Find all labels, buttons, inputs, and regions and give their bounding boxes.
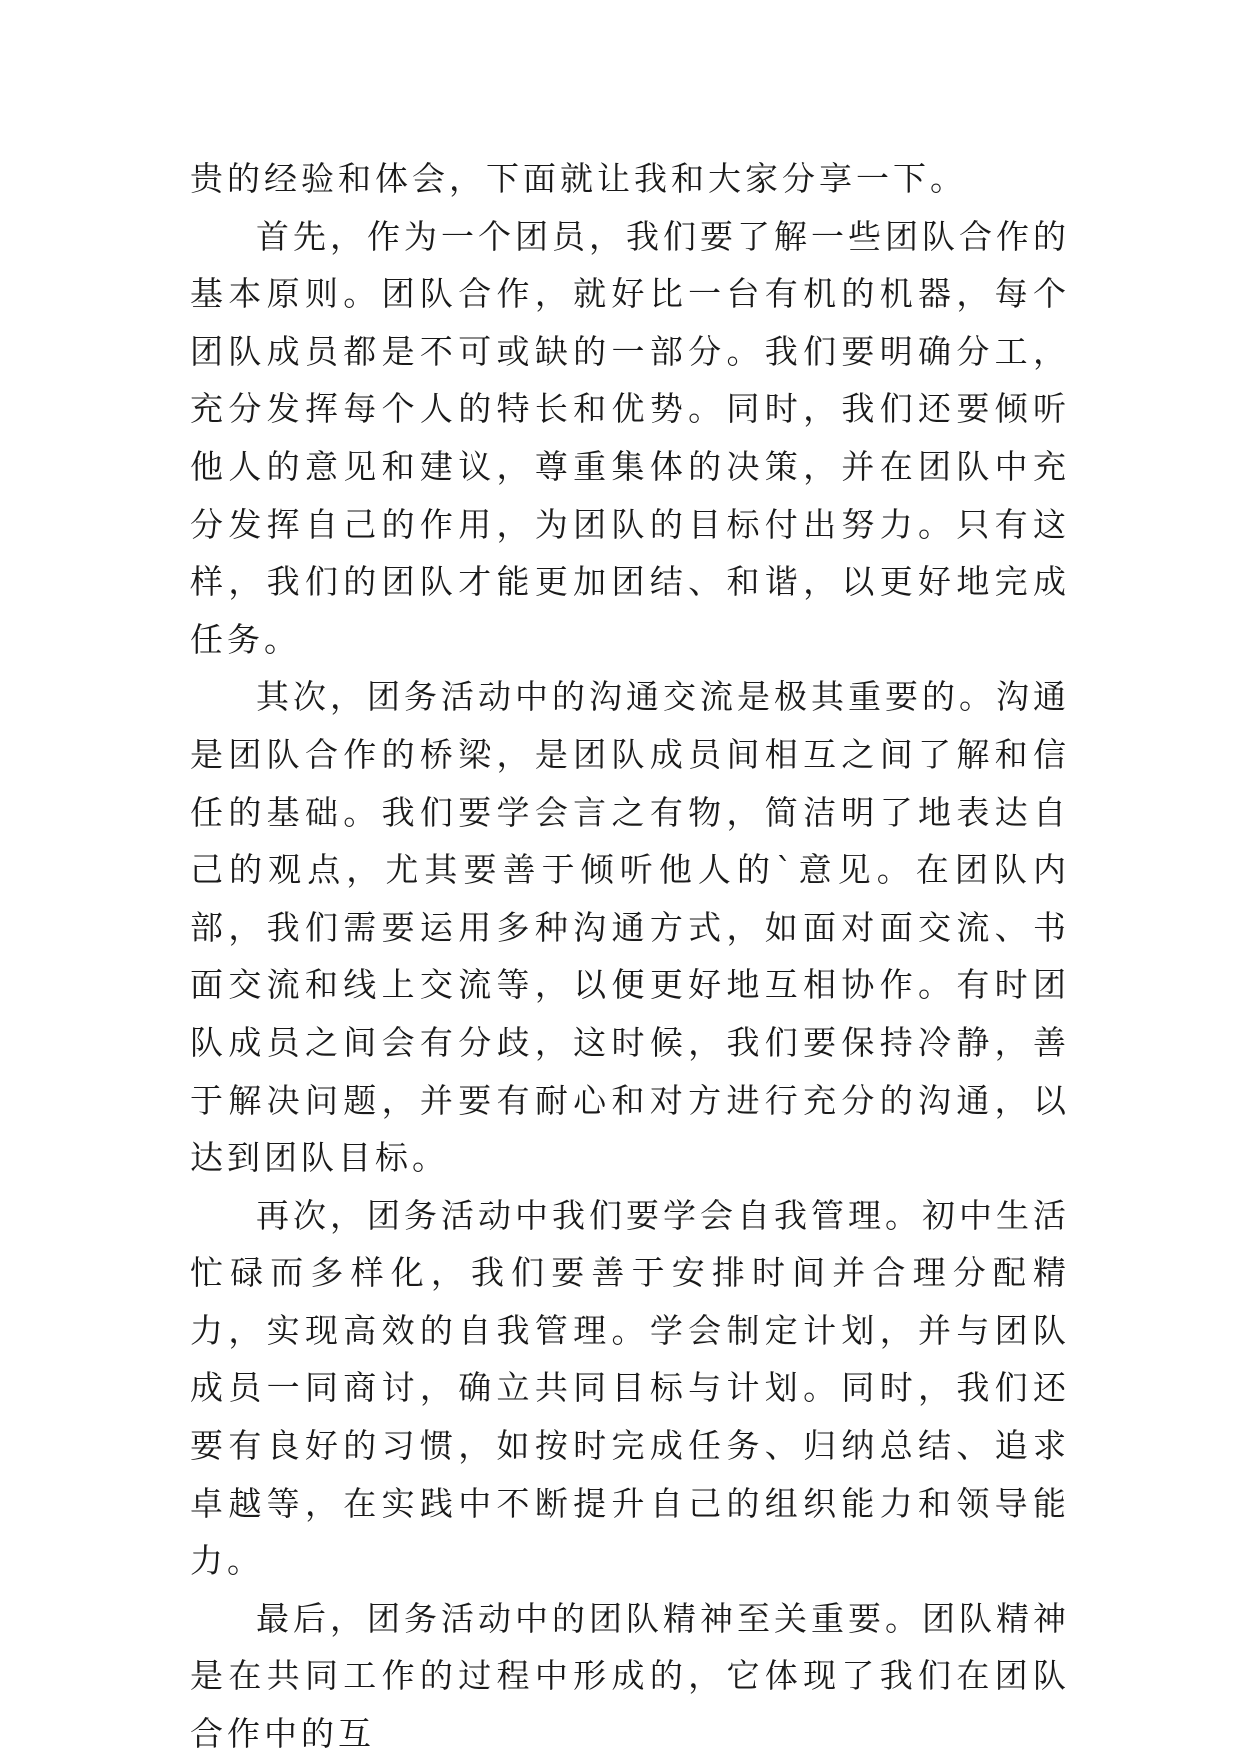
paragraph-team-spirit: 最后，团务活动中的团队精神至关重要。团队精神是在共同工作的过程中形成的，它体现了我们在团队合作中的互 [190,1598,1070,1754]
document-body [190,150,1070,1763]
paragraph-self-management: 再次，团务活动中我们要学会自我管理。初中生活忙碌而多样化，我们要善于安排时间并合理分配精力，实现高效的自我管理。学会制定计划，并与团队成员一同商讨，确立共同目标与计划。同时，我们还要有良好的习惯，如按时完成任务、归纳总结、追求卓越等，在实践中不断提升自己的组织能力和领导能力。 [190,1195,1070,1581]
paragraph-continuation: 贵的经验和体会，下面就让我和大家分享一下。 [190,159,967,198]
paragraph-communication: 其次，团务活动中的沟通交流是极其重要的。沟通是团队合作的桥梁，是团队成员间相互之间了解和信任的基础。我们要学会言之有物，简洁明了地表达自己的观点，尤其要善于倾听他人的`意见。在团队内部，我们需要运用多种沟通方式，如面对面交流、书面交流和线上交流等，以便更好地互相协作。有时团队成员之间会有分歧，这时候，我们要保持冷静，善于解决问题，并要有耐心和对方进行充分的沟通，以达到团队目标。 [190,677,1070,1178]
paragraph-teamwork-principles: 首先，作为一个团员，我们要了解一些团队合作的基本原则。团队合作，就好比一台有机的机器，每个团队成员都是不可或缺的一部分。我们要明确分工，充分发挥每个人的特长和优势。同时，我们还要倾听他人的意见和建议，尊重集体的决策，并在团队中充分发挥自己的作用，为团队的目标付出努力。只有这样，我们的团队才能更加团结、和谐，以更好地完成任务。 [190,216,1070,659]
